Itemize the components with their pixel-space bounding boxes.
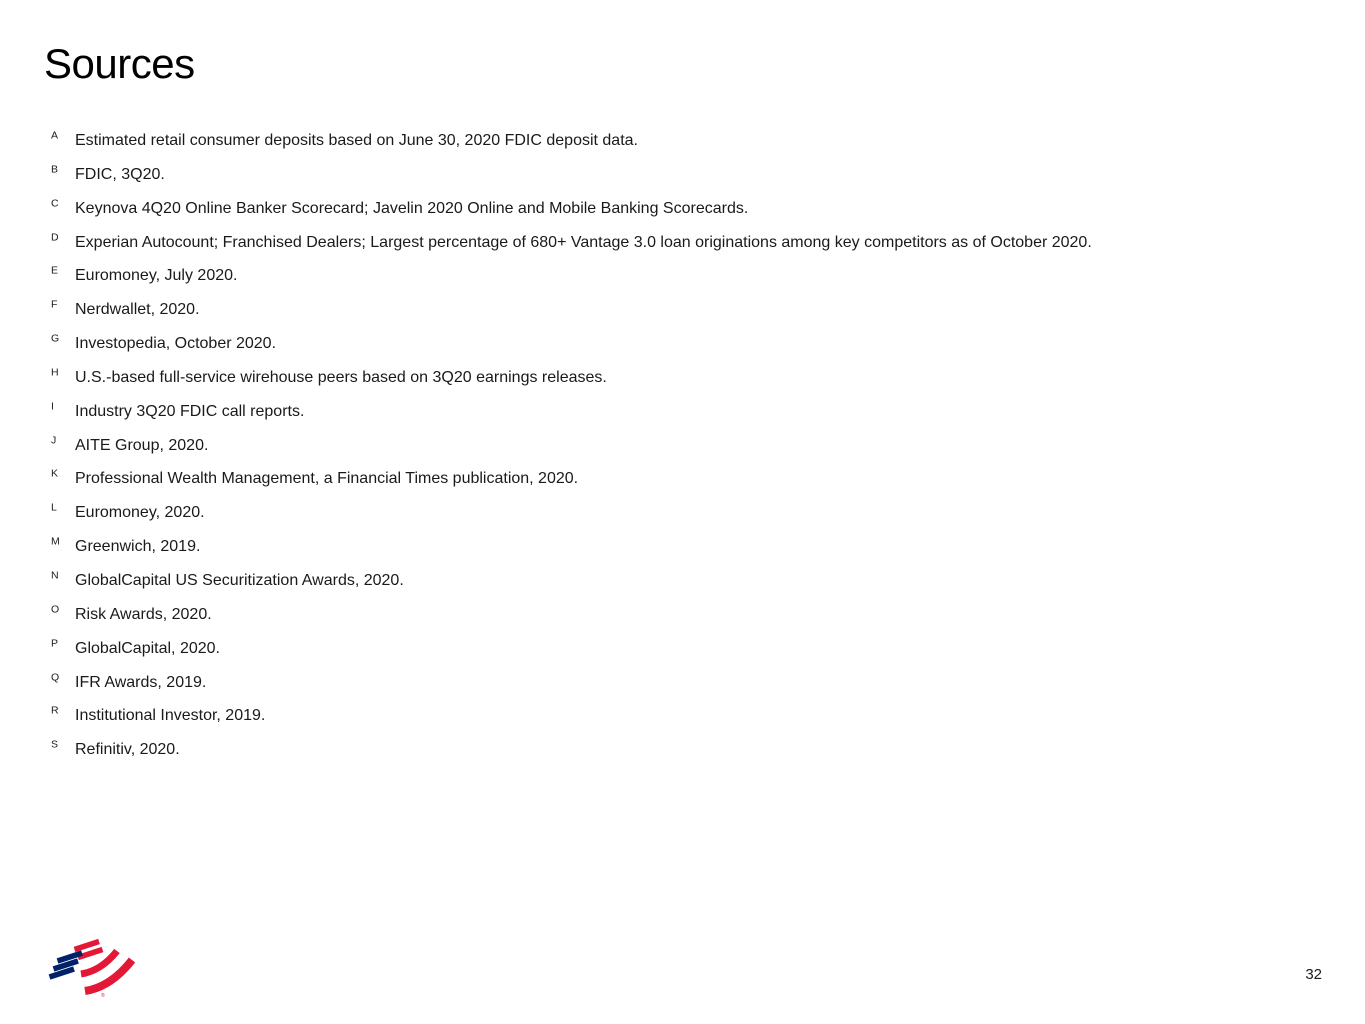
source-text: GlobalCapital US Securitization Awards, 2020.: [75, 571, 404, 589]
source-text: Risk Awards, 2020.: [75, 605, 212, 623]
source-row: [44, 192, 1092, 226]
source-row: [44, 496, 1092, 530]
source-text: Keynova 4Q20 Online Banker Scorecard; Javelin 2020 Online and Mobile Banking Scorecards.: [75, 199, 749, 217]
source-row: [44, 226, 1092, 260]
source-row: [44, 598, 1092, 632]
source-ref: I: [51, 400, 54, 413]
page-title: Sources: [44, 40, 195, 87]
source-ref: M: [51, 535, 60, 548]
source-ref: K: [51, 467, 59, 480]
source-ref: L: [51, 501, 57, 514]
source-row: [44, 666, 1092, 700]
source-row: [44, 429, 1092, 463]
bank-of-america-flag-svg: [45, 938, 140, 1000]
source-text: Industry 3Q20 FDIC call reports.: [75, 402, 305, 420]
registered-trademark-glyph: ®: [101, 993, 105, 999]
source-text: Institutional Investor, 2019.: [75, 707, 266, 725]
source-text: Euromoney, July 2020.: [75, 267, 238, 285]
source-text: Nerdwallet, 2020.: [75, 301, 200, 319]
source-row: [44, 327, 1092, 361]
source-text: FDIC, 3Q20.: [75, 165, 165, 183]
source-ref: E: [51, 264, 59, 277]
source-ref: A: [51, 129, 59, 142]
bank-of-america-flag-icon: [45, 938, 140, 1000]
source-ref: G: [51, 332, 60, 345]
source-text: Greenwich, 2019.: [75, 538, 201, 556]
source-row: [44, 293, 1092, 327]
source-ref: B: [51, 163, 59, 176]
source-row: [44, 259, 1092, 293]
page-number: 32: [1305, 966, 1322, 983]
source-ref: D: [51, 231, 59, 244]
source-text: Experian Autocount; Franchised Dealers; Largest percentage of 680+ Vantage 3.0 loan originations among key competitors as of October 2020.: [75, 233, 1092, 251]
source-row: [44, 124, 1092, 158]
source-text: AITE Group, 2020.: [75, 436, 209, 454]
source-ref: F: [51, 298, 58, 311]
source-row: [44, 530, 1092, 564]
source-text: IFR Awards, 2019.: [75, 673, 207, 691]
source-row: [44, 632, 1092, 666]
source-row: [44, 395, 1092, 429]
source-row: [44, 699, 1092, 733]
source-row: [44, 733, 1092, 767]
source-row: [44, 158, 1092, 192]
source-ref: Q: [51, 671, 60, 683]
source-text: Refinitiv, 2020.: [75, 741, 180, 759]
source-text: Estimated retail consumer deposits based on June 30, 2020 FDIC deposit data.: [75, 132, 638, 149]
source-ref: P: [51, 637, 59, 650]
source-ref: C: [51, 197, 59, 210]
source-ref: S: [51, 738, 59, 751]
source-ref: H: [51, 366, 59, 379]
source-ref: R: [51, 704, 59, 717]
source-text: Professional Wealth Management, a Financial Times publication, 2020.: [75, 470, 579, 488]
source-text: Euromoney, 2020.: [75, 504, 205, 522]
source-ref: O: [51, 603, 60, 616]
source-text: U.S.-based full-service wirehouse peers based on 3Q20 earnings releases.: [75, 368, 607, 386]
source-row: [44, 462, 1092, 496]
source-ref: N: [51, 569, 59, 582]
source-ref: J: [51, 434, 57, 447]
source-row: [44, 361, 1092, 395]
source-text: GlobalCapital, 2020.: [75, 639, 220, 657]
source-text: Investopedia, October 2020.: [75, 335, 277, 353]
source-row: [44, 564, 1092, 598]
sources-list: [44, 124, 1092, 767]
